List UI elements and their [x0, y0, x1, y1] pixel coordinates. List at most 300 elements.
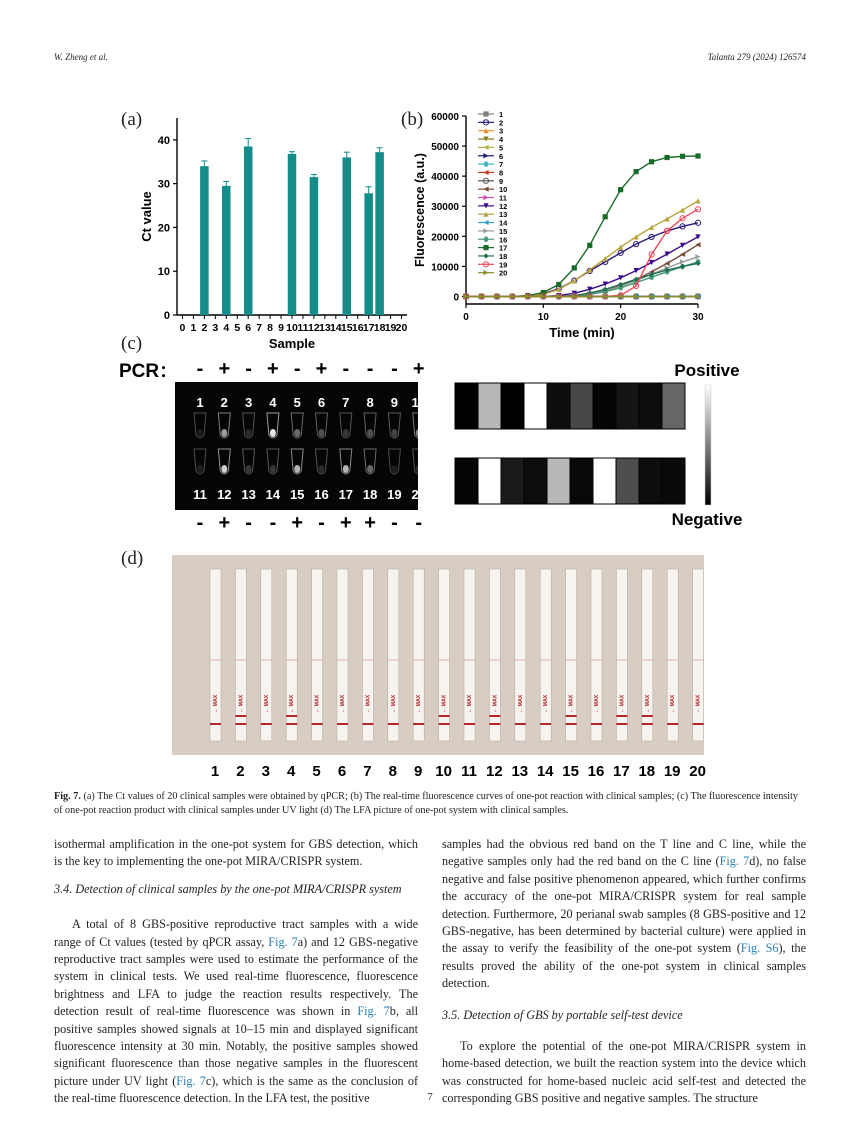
max-label: ← MAX — [441, 694, 448, 713]
c-line — [515, 723, 526, 725]
lfa-strip — [566, 569, 577, 741]
strip-number: 4 — [287, 763, 296, 780]
legend-label: 4 — [499, 135, 504, 145]
fig-s6-link[interactable]: Fig. S6 — [740, 941, 779, 956]
tube-number-top: 5 — [293, 395, 301, 410]
max-label: ← MAX — [594, 694, 600, 713]
y-axis-title: Ct value — [139, 191, 154, 242]
heatmap-cell-top — [662, 383, 685, 429]
x-tick-label: 8 — [267, 322, 274, 334]
legend-label: 3 — [499, 126, 504, 136]
strip-body — [693, 569, 704, 741]
max-label: ← MAX — [619, 694, 626, 713]
tube-number-bottom: 17 — [338, 487, 354, 502]
x-tick-label: 16 — [351, 322, 364, 334]
legend-label: 8 — [499, 168, 504, 178]
max-label: ← MAX — [314, 694, 321, 713]
data-point — [649, 260, 654, 265]
lfa-strip — [261, 569, 272, 741]
t-line — [235, 715, 246, 717]
bar — [310, 177, 319, 315]
colorbar-negative-label: Negative — [671, 510, 743, 529]
max-label: ← MAX — [365, 694, 372, 713]
legend-marker — [483, 220, 488, 225]
legend-marker — [483, 162, 488, 167]
legend-marker — [483, 270, 488, 275]
x-tick-label: 0 — [463, 312, 469, 323]
tube-number-bottom: 15 — [289, 487, 305, 502]
heatmap-cell-bottom — [455, 458, 478, 504]
tube-number-top: 7 — [342, 395, 350, 410]
c-line — [464, 723, 475, 725]
lfa-strip — [312, 569, 323, 741]
strip-number: 1 — [210, 763, 220, 780]
text-span: c), which is the same as the conclusion of the real-time fluorescence detection. In the LFA test, the positive — [54, 1073, 419, 1106]
tube-glow-top — [221, 429, 227, 437]
t-line — [566, 715, 577, 717]
pcr-result-bottom: - — [269, 512, 277, 534]
pcr-result-bottom: - — [245, 512, 252, 534]
heatmap-cell-bottom — [616, 458, 639, 504]
y-tick-label: 10000 — [431, 262, 459, 274]
legend-label: 17 — [499, 243, 508, 253]
legend-label: 2 — [499, 118, 504, 128]
max-label: ← MAX — [390, 694, 397, 713]
c-line — [210, 723, 221, 725]
strip-number: 17 — [613, 763, 630, 780]
max-label: ← MAX — [263, 694, 270, 713]
strip-body — [464, 569, 475, 741]
t-line — [489, 715, 500, 717]
pcr-result-bottom: - — [318, 512, 325, 534]
x-tick-label: 15 — [340, 322, 353, 334]
heatmap-cell-top — [501, 383, 524, 429]
t-line — [439, 715, 450, 717]
text-span: ), the results proved the ability of the one-pot system in clinical samples detection. — [442, 941, 806, 991]
text-span: A total of 8 GBS-positive reproductive tract samples with a wide range of Ct values (tested by qPCR assay, — [54, 917, 418, 949]
x-tick-label: 10 — [286, 322, 298, 334]
c-line — [337, 723, 348, 725]
strip-body — [388, 569, 399, 741]
legend-marker — [483, 145, 488, 150]
tube-glow-top — [270, 429, 276, 437]
right-paragraph-1 — [442, 836, 806, 993]
y-tick-label: 40 — [157, 134, 170, 147]
data-point — [603, 214, 608, 219]
tube-glow-top — [367, 429, 373, 437]
heatmap-cell-top — [593, 383, 616, 429]
data-point — [680, 243, 685, 248]
tube-glow-bottom — [416, 465, 422, 473]
c-line — [591, 723, 602, 725]
tube-glow-bottom — [391, 465, 397, 473]
legend-marker — [483, 111, 488, 116]
data-point — [634, 268, 639, 273]
ct-value-bar-chart — [125, 110, 415, 350]
lfa-strip — [642, 569, 653, 741]
pcr-result-bottom: + — [291, 512, 304, 534]
lfa-strip — [693, 569, 704, 741]
x-tick-label: 6 — [245, 322, 252, 334]
data-point — [572, 265, 577, 270]
caption-text: (a) The Ct values of 20 clinical samples were obtained by qPCR; (b) The real-time fluorescence curves of one-pot reaction with clinical samples; (c) The fluorescence intensity of one-pot reaction product with clinical samples under UV light (d) The LFA picture of one-pot system with clinical samples. — [54, 791, 799, 817]
x-tick-label: 30 — [692, 312, 704, 323]
pcr-result-top: + — [412, 358, 425, 380]
heatmap-cell-bottom — [547, 458, 570, 504]
strip-body — [261, 569, 272, 741]
fig7-link-2[interactable]: Fig. 7 — [357, 1004, 390, 1019]
tube-glow-top — [197, 429, 203, 437]
max-label: ← MAX — [213, 694, 219, 713]
data-point — [664, 155, 669, 160]
x-axis-title: Time (min) — [549, 325, 615, 340]
strip-number: 3 — [261, 763, 270, 780]
legend-label: 11 — [499, 193, 507, 203]
max-label: ← MAX — [695, 694, 702, 713]
x-tick-label: 0 — [179, 322, 186, 334]
strip-body — [210, 569, 221, 741]
legend-label: 18 — [499, 251, 508, 261]
strip-number: 2 — [236, 763, 245, 780]
data-point — [680, 259, 685, 264]
strip-number: 8 — [388, 763, 397, 780]
fluorescence-line-chart — [410, 108, 720, 346]
data-point — [695, 153, 700, 158]
legend-label: 7 — [499, 160, 504, 170]
caption-label: Fig. 7. — [54, 791, 81, 802]
x-tick-label: 9 — [278, 322, 284, 334]
tube-glow-top — [391, 429, 397, 437]
c-line — [388, 723, 399, 725]
pcr-result-top: - — [245, 358, 252, 380]
c-line — [540, 723, 551, 725]
tube-glow-top — [294, 429, 300, 437]
tube-glow-bottom — [294, 465, 300, 473]
x-tick-label: 12 — [308, 322, 320, 334]
strip-number: 14 — [536, 763, 554, 780]
x-tick-label: 2 — [201, 322, 208, 334]
strip-number: 13 — [511, 763, 529, 780]
y-tick-label: 20000 — [431, 232, 459, 244]
tube-glow-bottom — [246, 465, 252, 473]
max-label: ← MAX — [517, 694, 524, 713]
tube-number-top: 9 — [390, 395, 399, 410]
pcr-result-top: + — [315, 358, 328, 380]
tube-number-bottom: 16 — [314, 487, 329, 502]
legend-label: 9 — [499, 176, 504, 186]
x-tick-label: 11 — [297, 322, 309, 334]
heatmap-cell-top — [547, 383, 570, 429]
tube-glow-bottom — [319, 465, 325, 473]
text-span: d), no false negative and false positive phenomenon appeared, which further confirms the accuracy of the one-pot MIRA/CRISPR system for real sample detection. Furthermore, 20 perianal swab samples (8 GBS-positive and 12 GBS-negative, has been determined by bacterial culture) were applied in the assay to verify the feasibility of the one-pot system ( — [442, 854, 806, 956]
tube-number-top: 3 — [244, 395, 253, 410]
tube-glow-top — [416, 429, 422, 437]
legend-marker — [483, 195, 488, 200]
tube-number-bottom: 18 — [362, 487, 378, 502]
legend-label: 1 — [499, 110, 504, 119]
legend-marker — [483, 153, 488, 158]
data-point — [680, 154, 685, 159]
data-point — [649, 159, 654, 164]
lfa-strip-panel — [150, 555, 730, 780]
max-label: ← MAX — [568, 694, 575, 713]
panel-label-d: (d) — [121, 548, 144, 569]
lfa-strip — [667, 569, 678, 741]
fig7-link-3[interactable]: Fig. 7 — [176, 1073, 206, 1088]
strip-body — [337, 569, 348, 741]
y-tick-label: 50000 — [431, 142, 459, 154]
tube-glow-bottom — [343, 465, 349, 473]
y-tick-label: 10 — [157, 266, 170, 279]
bar — [288, 154, 297, 315]
pcr-result-top: + — [267, 358, 279, 380]
bar — [200, 166, 209, 315]
data-point — [664, 216, 669, 221]
strip-body — [667, 569, 678, 741]
legend-label: 15 — [499, 226, 508, 236]
section-3-4-title: 3.4. Detection of clinical samples by the one-pot MIRA/CRISPR system — [54, 881, 402, 896]
x-tick-label: 20 — [615, 312, 627, 323]
bar — [343, 157, 352, 315]
y-tick-label: 30 — [157, 178, 170, 191]
c-line — [286, 723, 297, 725]
y-tick-label: 60000 — [431, 112, 459, 123]
strip-number: 20 — [689, 763, 706, 780]
heatmap-cell-bottom — [639, 458, 662, 504]
colorbar-positive-label: Positive — [674, 361, 740, 380]
x-tick-label: 1 — [190, 322, 197, 334]
max-label: ← MAX — [670, 694, 677, 713]
running-header-journal: Talanta 279 (2024) 126574 — [707, 52, 806, 62]
bar — [364, 193, 373, 315]
uv-fluorescence-panel — [115, 355, 775, 535]
lfa-strip — [464, 569, 475, 741]
data-point — [587, 243, 592, 248]
x-tick-label: 18 — [373, 322, 386, 334]
strip-number: 18 — [638, 763, 656, 780]
tube-glow-bottom — [197, 465, 203, 473]
y-tick-label: 20 — [157, 222, 170, 235]
lfa-strip — [515, 569, 526, 741]
tube-number-top: 8 — [366, 395, 374, 410]
figure-caption — [54, 790, 806, 819]
lfa-strip — [337, 569, 348, 741]
legend-label: 20 — [499, 268, 508, 278]
max-label: ← MAX — [289, 694, 296, 713]
pcr-result-top: - — [366, 358, 374, 380]
heatmap-cell-top — [524, 383, 547, 429]
lfa-strip — [210, 569, 221, 741]
data-point — [695, 254, 700, 259]
pcr-label: PCR： — [119, 361, 179, 382]
strip-number: 10 — [435, 763, 452, 780]
strip-number: 16 — [587, 763, 605, 780]
legend-label: 16 — [499, 235, 508, 245]
panel-label-a: (a) — [121, 109, 143, 130]
lfa-strip — [540, 569, 551, 741]
x-tick-label: 19 — [384, 322, 397, 334]
legend-label: 6 — [499, 151, 504, 161]
tube-number-bottom: 12 — [217, 487, 232, 502]
legend-label: 13 — [499, 210, 508, 220]
tube-glow-bottom — [221, 465, 227, 473]
text-span: samples had the obvious red band on the T line and C line, while the negative samples only had the red band on the C line ( — [442, 837, 806, 869]
strip-body — [591, 569, 602, 741]
c-line — [489, 723, 500, 725]
legend-marker — [483, 187, 488, 192]
lfa-strip — [235, 569, 246, 741]
left-paragraph-1: isothermal amplification in the one-pot system for GBS detection, which is the key to implementing the one-pot MIRA/CRISPR system. — [54, 837, 418, 869]
heatmap-cell-top — [455, 383, 478, 429]
fig7-link-1[interactable]: Fig. 7 — [268, 934, 298, 949]
c-line — [362, 723, 373, 725]
lfa-strip — [489, 569, 500, 741]
strip-body — [362, 569, 373, 741]
tube-glow-top — [319, 429, 325, 437]
max-label: ← MAX — [492, 694, 499, 713]
pcr-result-top: - — [342, 358, 350, 380]
page-number: 7 — [427, 1091, 433, 1103]
pcr-result-bottom: - — [196, 512, 204, 534]
tube-glow-top — [246, 429, 252, 437]
y-tick-label: 30000 — [431, 202, 459, 214]
bar — [222, 186, 231, 315]
legend-marker — [483, 253, 488, 258]
max-label: ← MAX — [416, 694, 423, 713]
tube-number-top: 1 — [196, 395, 204, 410]
bar — [375, 152, 384, 315]
legend-marker — [483, 228, 488, 233]
pcr-result-bottom: - — [415, 512, 423, 534]
legend-label: 19 — [499, 260, 508, 270]
strip-number: 5 — [312, 763, 321, 780]
x-axis-title: Sample — [268, 336, 316, 350]
x-tick-label: 10 — [537, 312, 549, 323]
max-label: ← MAX — [543, 694, 550, 713]
data-point — [695, 234, 700, 239]
fig7-link-4[interactable]: Fig. 7 — [719, 854, 750, 869]
panel-label-c: (c) — [121, 333, 143, 354]
pcr-result-bottom: + — [364, 512, 376, 534]
tube-number-bottom: 20 — [411, 487, 426, 502]
tube-glow-bottom — [270, 465, 276, 473]
strip-number: 9 — [414, 763, 423, 780]
heatmap-cell-bottom — [593, 458, 616, 504]
left-column — [54, 836, 418, 1108]
max-label: ← MAX — [238, 694, 245, 713]
data-point — [618, 187, 623, 192]
c-line — [312, 723, 323, 725]
data-point — [556, 282, 561, 287]
strip-number: 15 — [562, 763, 579, 780]
x-tick-label: 13 — [319, 322, 331, 334]
pcr-result-top: - — [391, 358, 398, 380]
c-line — [235, 723, 246, 725]
pcr-result-top: - — [196, 358, 204, 380]
heatmap-cell-bottom — [501, 458, 524, 504]
x-tick-label: 17 — [362, 322, 375, 334]
right-column — [442, 836, 806, 1108]
strip-number: 19 — [663, 763, 681, 780]
text-span: b, all positive samples showed signals at 10–15 min and displayed significant fluorescence intensity at 30 min. Notably, the positive samples showed significant fluorescence than those negative samples in the fluorescent picture under UV light ( — [54, 1004, 418, 1088]
tube-number-top: 4 — [269, 395, 277, 410]
x-tick-label: 3 — [212, 322, 219, 334]
heatmap-cell-bottom — [478, 458, 501, 504]
lfa-strip — [616, 569, 627, 741]
data-point — [634, 169, 639, 174]
data-point — [649, 225, 654, 230]
colorbar — [705, 385, 711, 505]
y-tick-label: 40000 — [431, 172, 459, 184]
lfa-strip — [388, 569, 399, 741]
heatmap-cell-top — [570, 383, 593, 429]
c-line — [413, 723, 424, 725]
legend-marker — [483, 237, 488, 242]
t-line — [616, 715, 627, 717]
tube-glow-bottom — [367, 465, 373, 473]
x-tick-label: 4 — [223, 322, 230, 334]
pcr-result-bottom: + — [218, 512, 231, 534]
legend-label: 14 — [499, 218, 508, 228]
max-label: ← MAX — [340, 694, 346, 713]
lfa-strip — [591, 569, 602, 741]
strip-number: 7 — [363, 763, 372, 780]
lfa-strip — [286, 569, 297, 741]
t-line — [286, 715, 297, 717]
running-header-authors: W. Zheng et al. — [54, 52, 108, 62]
x-tick-label: 5 — [234, 322, 241, 334]
strip-number: 11 — [461, 763, 477, 780]
legend-marker — [483, 170, 488, 175]
c-line — [566, 723, 577, 725]
strip-body — [540, 569, 551, 741]
pcr-result-top: + — [218, 358, 231, 380]
left-paragraph-2 — [54, 916, 418, 1107]
strip-body — [413, 569, 424, 741]
c-line — [693, 723, 704, 725]
right-paragraph-2: To explore the potential of the one-pot MIRA/CRISPR system in home-based detection, we built the reaction system into the device which was constructed for home-based nucleic acid self-test and detected the corresponding GBS positive and negative samples. The structure — [442, 1039, 806, 1106]
c-line — [616, 723, 627, 725]
c-line — [642, 723, 653, 725]
legend-label: 12 — [499, 201, 508, 211]
heatmap-cell-bottom — [570, 458, 593, 504]
panel-label-b: (b) — [401, 109, 424, 130]
pcr-result-bottom: + — [339, 512, 352, 534]
pcr-result-bottom: - — [391, 512, 398, 534]
data-point — [695, 198, 700, 203]
lfa-strip — [362, 569, 373, 741]
legend-marker — [483, 245, 488, 250]
tube-glow-top — [343, 429, 349, 437]
legend-label: 5 — [499, 143, 504, 153]
strip-number: 12 — [486, 763, 503, 780]
tube-number-bottom: 19 — [387, 487, 402, 502]
strip-number: 6 — [337, 763, 347, 780]
x-tick-label: 7 — [256, 322, 263, 334]
legend-label: 10 — [499, 185, 508, 195]
max-label: ← MAX — [644, 694, 651, 713]
lfa-strip — [413, 569, 424, 741]
data-point — [664, 261, 669, 266]
pcr-result-top: - — [293, 358, 301, 380]
tube-number-bottom: 11 — [193, 487, 207, 502]
heatmap-cell-top — [639, 383, 662, 429]
heatmap-cell-bottom — [662, 458, 685, 504]
tube-number-top: 6 — [317, 395, 326, 410]
t-line — [642, 715, 653, 717]
y-axis-title: Fluorescence (a.u.) — [413, 153, 427, 267]
y-tick-label: 0 — [163, 310, 170, 322]
